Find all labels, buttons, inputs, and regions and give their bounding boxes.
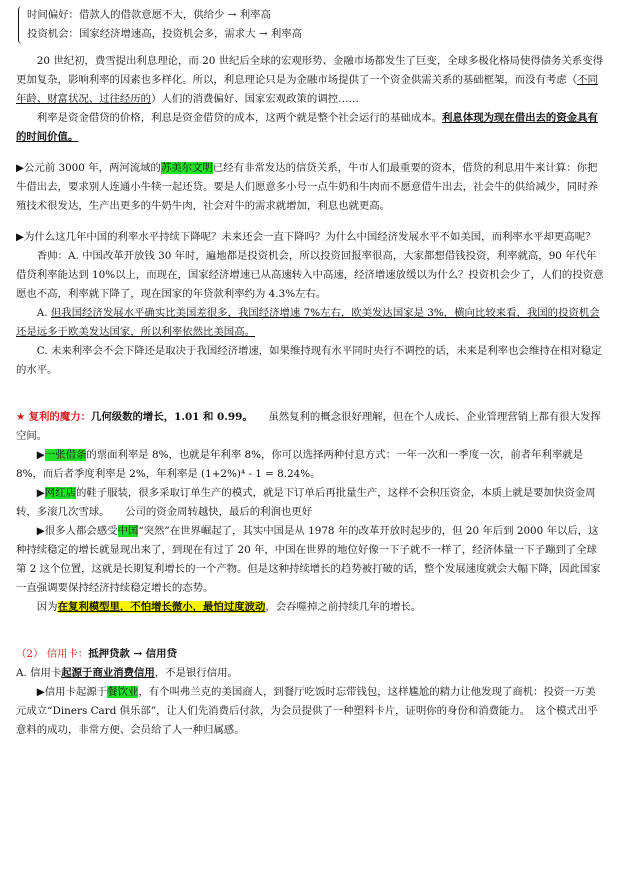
text-segment: ▶很多人都会感受 — [36, 525, 118, 537]
paragraph-diners-club — [16, 683, 604, 740]
brace-mark — [18, 6, 25, 44]
text-segment: A. — [36, 307, 51, 319]
underlined-text: 起源于商业消费信用 — [61, 667, 155, 679]
text-segment: ▶ — [36, 487, 45, 499]
text-segment: 的鞋子服装，很多采取订单生产的模式，就是下订单后再批量生产，这样不会积压资金，本质上就是要加快资金周转，多滚几次雪球。 公司的资金周转越快，最后的利润也更好 — [16, 487, 596, 518]
document-page — [0, 6, 620, 882]
text-segment: ▶公元前 3000 年，两河流域的 — [16, 162, 161, 174]
paragraph-iou — [16, 446, 604, 484]
paragraph-answer-c: C. 未来利率会不会下降还是取决于我国经济增速，如果维持现有水平同时央行不调控的话，未来是利率也会维持在相对稳定的水平。 — [16, 345, 602, 376]
paragraph-china-growth — [16, 522, 604, 598]
emphasized-underlined-text: 利息体现为现在借出去的资金具有的时间价值。 — [16, 112, 598, 143]
text-segment: 的票面利率是 8%，也就是年利率 8%，你可以选择两种付息方式：一年一次和一季度一次，前者年利率就是 8%，而后者季度利率是 2%，年利率是 (1+2%)⁴ - 1 = 8.24%。 — [16, 449, 584, 480]
section-credit-card — [16, 645, 604, 664]
paragraph-credit-origin — [16, 664, 604, 683]
section-title: 复利的魔力： — [28, 411, 91, 423]
text-segment: 因为 — [36, 601, 58, 613]
section-number: （2） — [16, 648, 44, 660]
highlighted-text: 中国 — [117, 525, 139, 537]
highlighted-text: 餐饮业 — [107, 686, 139, 698]
section-subtitle: 抵押贷款 → 信用贷 — [88, 648, 177, 660]
section-bold-text: 几何级数的增长，1.01 和 0.99。 — [90, 411, 248, 423]
text-segment: A. 信用卡 — [16, 667, 62, 679]
list-item-investment-opportunity: 投资机会：国家经济增速高，投资机会多，需求大 → 利率高 — [27, 28, 303, 40]
intro-bracket-list — [18, 6, 604, 44]
highlighted-text: 苏美尔文明 — [160, 162, 213, 174]
paragraph-answer-a: 香帅：A. 中国改革开放钱 30 年时，遍地都是投资机会，所以投资回报率很高，大家都想借钱投资，利率就高，90 年代年借贷利率能达到 10%以上，而现在，国家经济增速已从高速转入中高速，经济增速放缓以为什么？投资机会少了，人们的投资意愿也不高，利率就下降了，现在国家的年贷款利率约为 4.3%左右。 — [16, 250, 604, 300]
text-segment: ）人们的消费偏好、国家宏观政策的调控…… — [151, 93, 359, 105]
paragraph-online-store — [16, 484, 604, 522]
text-segment: ，不是银行信用。 — [154, 667, 238, 679]
text-segment: 20 世纪初，费雪提出利息理论，而 20 世纪后全球的宏观形势、金融市场都发生了巨变，全球多极化格局使得债务关系变得更加复杂，影响利率的因素也多样化。所以，利息理论只是为金融市场提供了一个资金供需关系的基础框架，而没有考虑（ — [16, 55, 604, 86]
paragraph-answer-a2 — [16, 304, 604, 342]
text-segment: 虽然复利的概念很好理解，但在个人成长、企业管理营销上都有很大发挥空间。 — [16, 411, 601, 442]
paragraph-interest-definition — [16, 109, 604, 147]
underlined-text: 不同年龄、财富状况、过往经历的 — [16, 74, 598, 105]
text-segment: ▶ — [36, 449, 45, 461]
paragraph-fisher-theory — [16, 52, 604, 109]
highlighted-text: 网红店 — [44, 487, 76, 499]
section-title: 信用卡： — [46, 648, 89, 660]
text-segment: ，有个叫弗兰克的美国商人，到餐厅吃饭时忘带钱包，这样尴尬的精力让他发现了商机：投资一万美元成立“Diners Card 俱乐部”，让人们先消费后付款，为会员提供了一种塑料卡片，证明你的身份和消费能力。 这个模式出乎意料的成功，非常方便、会员给了人一种归属感。 — [16, 686, 598, 736]
list-item-time-preference: 时间偏好：借款人的借款意愿不大，供给少 → 利率高 — [27, 9, 271, 21]
underlined-text: 但我国经济发展水平确实比美国差很多，我国经济增速 7%左右，欧美发达国家是 3%，横向比较来看，我国的投资机会还是远多于欧美发达国家，所以利率依然比美国高。 — [16, 307, 600, 338]
highlighted-text: 在复利模型里，不怕增长微小，最怕过度波动 — [57, 601, 266, 613]
section-compound-interest — [16, 408, 604, 446]
paragraph-question: ▶为什么这几年中国的利率水平持续下降呢？未来还会一直下降吗？为什么中国经济发展水平不如美国，而利率水平却更高呢？ — [16, 231, 596, 243]
text-segment: 已经有非常发达的信贷关系，牛市人们最重要的资本，借贷的利息用牛来计算：你把牛借出去，要求别人连通小牛犊一起还贷。要是人们愿意多小号一点牛奶和牛肉而不愿意借牛出去，社会牛的供给减少，同时养殖技术很发达，生产出更多的牛奶牛肉，社会对牛的需求就增加，利息也就更高。 — [16, 162, 598, 212]
text-segment: “突然”在世界崛起了，其实中国是从 1978 年的改革开放时起步的，但 20 年后到 2000 年以后，这种持续稳定的增长就显现出来了，到现在有过了 20 年，中国在世界的地位好像一下子就不一样了，经济体量一下子蹦到了全球第 2 这个位置，这就是长期复利增长的一个产物。但是这种持续增长的趋势被打破的话，整个发展速度就会大幅下降，因此国家一直强调要保持经济持续稳定增长的态势。 — [16, 525, 601, 594]
text-segment: ▶信用卡起源于 — [36, 686, 108, 698]
paragraph-volatility — [16, 598, 604, 617]
text-segment: ，会吞噬掉之前持续几年的增长。 — [265, 601, 422, 613]
text-segment: 利率是资金借贷的价格，利息是资金借贷的成本，这两个就是整个社会运行的基础成本。 — [36, 112, 443, 124]
paragraph-sumerian — [16, 159, 604, 216]
highlighted-text: 一张借条 — [44, 449, 87, 461]
star-icon: ★ — [16, 411, 26, 423]
